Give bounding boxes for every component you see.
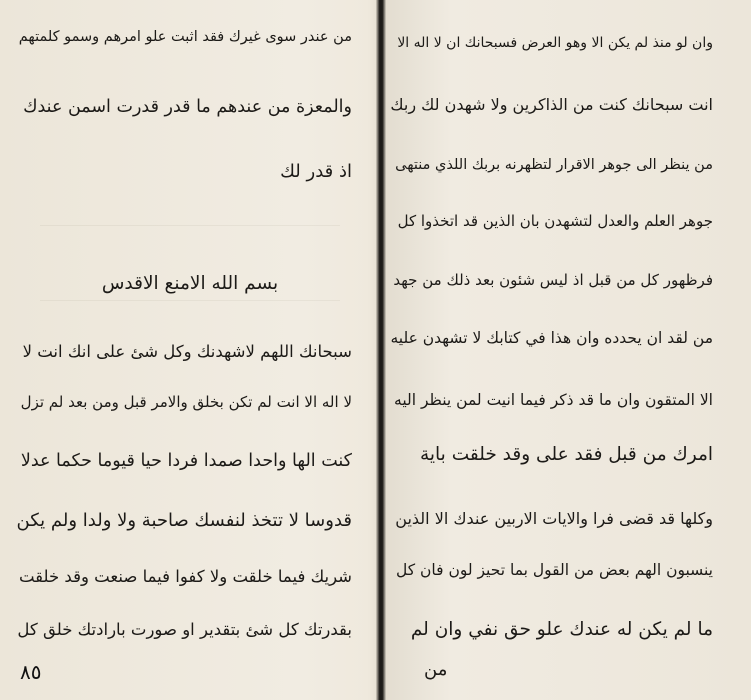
book-gutter: [376, 0, 386, 700]
left-line-1: من عندر سوى غيرك فقد اثبت علو امرهم وسمو كلمتهم: [18, 29, 352, 45]
right-line-2: انت سبحانك كنت من الذاكرين ولا شهدن لك ربك: [390, 95, 713, 114]
left-heading: بسم الله الامنع الاقدس: [101, 273, 279, 294]
right-line-12: من: [424, 659, 448, 680]
right-line-9: وكلها قد قضى فرا والايات الاربين عندك الا الذين: [395, 509, 713, 528]
left-line-5: سبحانك اللهم لاشهدنك وكل شئ على انك انت لا: [22, 342, 352, 361]
right-line-1: وان لو منذ لم يكن الا وهو العرض فسبحانك ان لا اله الا: [397, 35, 713, 51]
left-line-10: بقدرتك كل شئ بتقدير او صورت بارادتك خلق كل: [17, 620, 352, 639]
right-line-4: جوهر العلم والعدل لتشهدن بان الذين قد اتخذوا كل: [397, 212, 713, 230]
left-line-8: قدوسا لا تتخذ لنفسك صاحبة ولا ولدا ولم يكن: [16, 510, 352, 531]
left-line-7: كنت الها واحدا صمدا فردا حيا قيوما حكما عدلا: [20, 451, 352, 471]
left-line-9: شريك فيما خلقت ولا كفوا فيما صنعت وقد خلقت: [18, 567, 352, 586]
right-line-8: امرك من قبل فقد على وقد خلقت باية: [419, 444, 713, 465]
right-line-3: من ينظر الى جوهر الاقرار لتظهرنه بربك اللذي منتهى: [395, 157, 713, 173]
right-line-5: فرظهور كل من قبل اذ ليس شئون بعد ذلك من جهد: [393, 271, 713, 289]
right-line-11: ما لم يكن له عندك علو حق نفي وان لم: [410, 619, 713, 640]
right-page: [386, 0, 751, 700]
page-number: ٨٥: [20, 660, 42, 684]
right-line-6: من لقد ان يحدده وان هذا في كتابك لا تشهدن عليه: [390, 329, 713, 347]
left-line-3: اذ قدر لك: [280, 161, 352, 182]
right-line-10: ينسبون الهم بعض من القول بما تحيز لون فان كل: [395, 561, 713, 579]
left-line-6: لا اله الا انت لم تكن بخلق والامر قبل ومن بعد لم تزل: [20, 393, 352, 411]
left-line-2: والمعزة من عندهم ما قدر قدرت اسمن عندك: [23, 97, 352, 117]
right-line-7: الا المتقون وان ما قد ذكر فيما انيت لمن ينظر اليه: [394, 391, 713, 409]
